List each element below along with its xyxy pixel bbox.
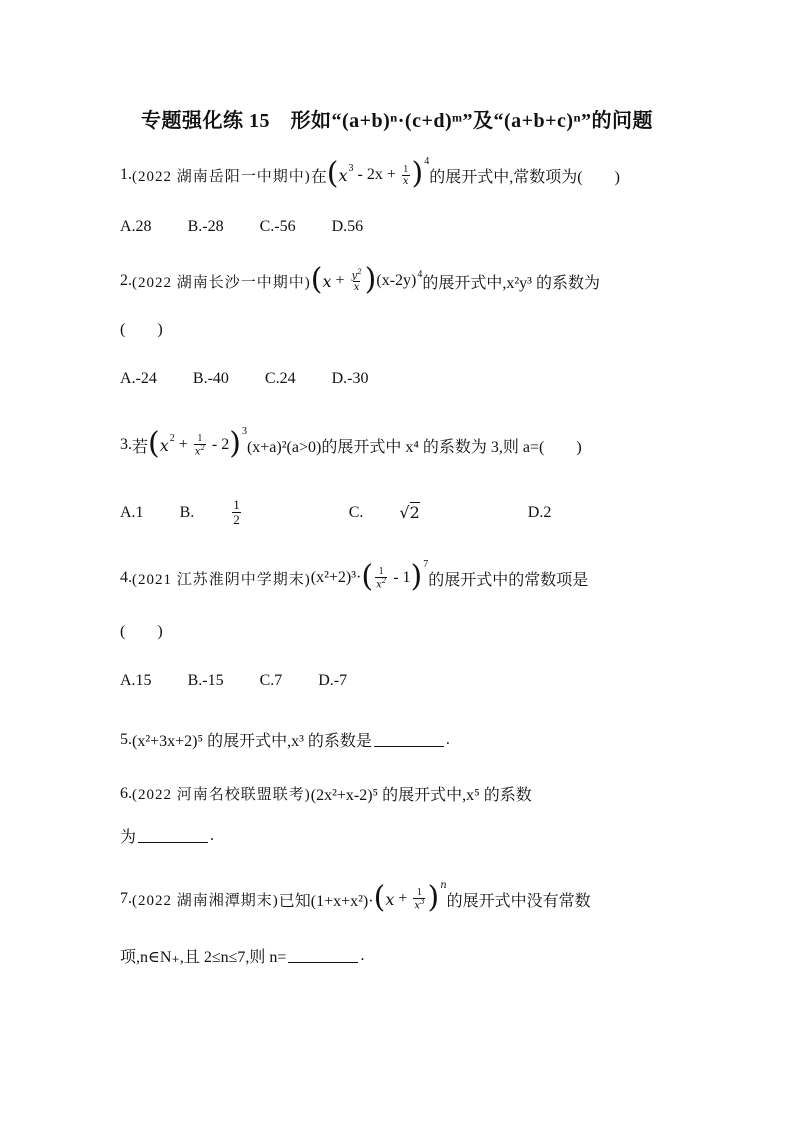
question-2 xyxy=(120,262,600,297)
question-4-line2: ( ) xyxy=(120,623,163,640)
question-source: (2022 湖南长沙一中期中) xyxy=(132,274,311,291)
question-text: 的展开式中没有常数 xyxy=(446,892,591,910)
question-source: (2022 湖南湘潭期末) xyxy=(132,892,279,909)
expression-q7: ( x + $\frac{1}{x^3}$ ) n xyxy=(373,879,447,915)
option-b: B. $\frac{1}{2}$ xyxy=(179,497,240,528)
question-text: (2x²+x-2)⁵ 的展开式中,x⁵ 的系数 xyxy=(310,787,532,804)
question-source: (2021 江苏淮阴中学期末) xyxy=(132,571,311,588)
question-number: 5. xyxy=(120,730,132,748)
option-b: B.-28 xyxy=(187,218,224,235)
question-text: (x+a)²(a>0)的展开式中 x⁴ 的系数为 3,则 a=( ) xyxy=(246,438,582,456)
question-7 xyxy=(120,879,591,915)
options-q4 xyxy=(120,672,383,690)
option-a: A.15 xyxy=(120,672,152,689)
question-6-line2: 为 . xyxy=(120,826,215,846)
answer-blank[interactable] xyxy=(138,828,208,843)
question-7-line2: 项,n∈N₊,且 2≤n≤7,则 n= . xyxy=(120,946,365,966)
question-number: 7. xyxy=(120,890,132,907)
page-title: 专题强化练 15 形如“(a+b)ⁿ·(c+d)ᵐ”及“(a+b+c)ⁿ”的问题 xyxy=(140,110,654,132)
question-number: 3. xyxy=(120,436,132,453)
options-q3 xyxy=(120,498,587,528)
question-6 xyxy=(120,782,532,805)
question-text: 已知(1+x+x²)· xyxy=(278,892,374,910)
option-d: D.-30 xyxy=(331,370,369,387)
options-q2 xyxy=(120,370,404,388)
expression-q3: ( x 2 + $\frac{1}{x^2}$ - 2 ) 3 xyxy=(148,425,247,461)
question-source: (2022 河南名校联盟联考) xyxy=(132,787,311,803)
answer-blank[interactable] xyxy=(374,732,444,747)
option-a: A.-24 xyxy=(120,370,157,387)
question-text: (x²+2)³· xyxy=(310,569,362,586)
option-c: C. √2 xyxy=(348,503,420,523)
question-text: (x²+3x+2)⁵ 的展开式中,x³ 的系数是 xyxy=(132,733,372,750)
question-source: (2022 湖南岳阳一中期中) xyxy=(132,168,311,185)
question-2-line2: ( ) xyxy=(120,321,163,338)
expression-q2: ( x + $\frac{y^2}{x}$ ) (x-2y) 4 xyxy=(310,262,423,297)
question-3 xyxy=(120,425,582,461)
option-a: A.1 xyxy=(120,503,144,521)
question-text: 若 xyxy=(132,438,149,456)
question-number: 6. xyxy=(120,784,132,802)
question-5 xyxy=(120,728,450,751)
expression-q1: ( x 3 - 2x + $\frac{1}{x}$ ) 4 xyxy=(326,155,430,191)
question-1 xyxy=(120,155,620,191)
option-c: C.-56 xyxy=(259,218,296,235)
question-number: 4. xyxy=(120,569,132,586)
option-b: B.-40 xyxy=(192,370,229,387)
question-text: 在 xyxy=(310,168,327,186)
question-number: 2. xyxy=(120,272,132,289)
option-d: D.2 xyxy=(527,503,552,521)
question-end: . xyxy=(445,730,450,748)
question-number: 1. xyxy=(120,166,132,183)
option-c: C.24 xyxy=(264,370,296,387)
question-4 xyxy=(120,558,589,594)
question-text: 的展开式中的常数项是 xyxy=(428,571,589,589)
answer-blank[interactable] xyxy=(288,948,358,963)
option-d: D.56 xyxy=(331,218,364,235)
option-a: A.28 xyxy=(120,218,152,235)
option-d: D.-7 xyxy=(318,672,348,689)
question-text: 的展开式中,x²y³ 的系数为 xyxy=(422,274,600,292)
expression-q4: ( $\frac{1}{x^2}$ - 1 ) 7 xyxy=(361,558,429,594)
options-q1 xyxy=(120,218,399,236)
option-c: C.7 xyxy=(259,672,283,689)
question-text: 的展开式中,常数项为( ) xyxy=(429,168,620,186)
option-b: B.-15 xyxy=(187,672,224,689)
